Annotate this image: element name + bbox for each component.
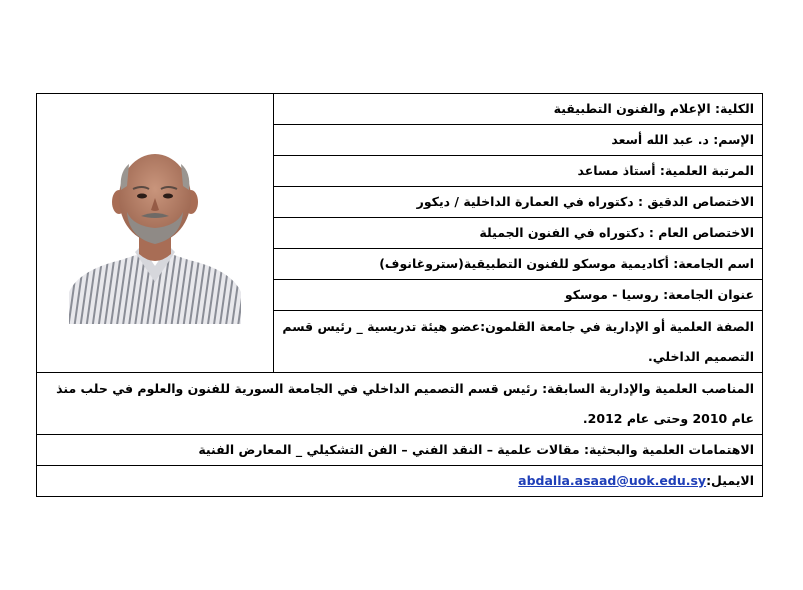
cv-table xyxy=(36,93,763,497)
specialty-precise-text: الاختصاص الدقيق : دكتوراه في العمارة الداخلية / ديكور xyxy=(274,187,763,218)
current-positions-text: الصفة العلمية أو الإدارية في جامعة القلمون:عضو هيئة تدريسية _ رئيس قسم التصميم الداخلي. xyxy=(274,311,763,373)
row-previous-positions xyxy=(37,373,763,435)
faculty-text: الكلية: الإعلام والفنون التطبيقية xyxy=(274,94,763,125)
row-faculty xyxy=(37,94,763,125)
university-name-text: اسم الجامعة: أكاديمية موسكو للفنون التطبيقية(ستروغانوف) xyxy=(274,249,763,280)
specialty-general-text: الاختصاص العام : دكتوراه في الفنون الجميلة xyxy=(274,218,763,249)
row-interests xyxy=(37,435,763,466)
row-email xyxy=(37,466,763,497)
interests-text: الاهتمامات العلمية والبحثية: مقالات علمية – النقد الفني – الفن التشكيلي _ المعارض الفنية xyxy=(37,435,763,466)
rank-text: المرتبة العلمية: أستاذ مساعد xyxy=(274,156,763,187)
email-cell xyxy=(37,466,763,497)
previous-positions-text: المناصب العلمية والإدارية السابقة: رئيس قسم التصميم الداخلي في الجامعة السورية للفنون والعلوم في حلب منذ عام 2010 وحتى عام 2012. xyxy=(37,373,763,435)
photo-cell xyxy=(37,94,274,373)
email-label: الايميل: xyxy=(706,473,754,488)
name-text: الإسم: د. عبد الله أسعد xyxy=(274,125,763,156)
email-link[interactable]: abdalla.asaad@uok.edu.sy xyxy=(518,473,707,488)
portrait-photo-icon xyxy=(69,142,241,324)
university-address-text: عنوان الجامعة: روسيا - موسكو xyxy=(274,280,763,311)
